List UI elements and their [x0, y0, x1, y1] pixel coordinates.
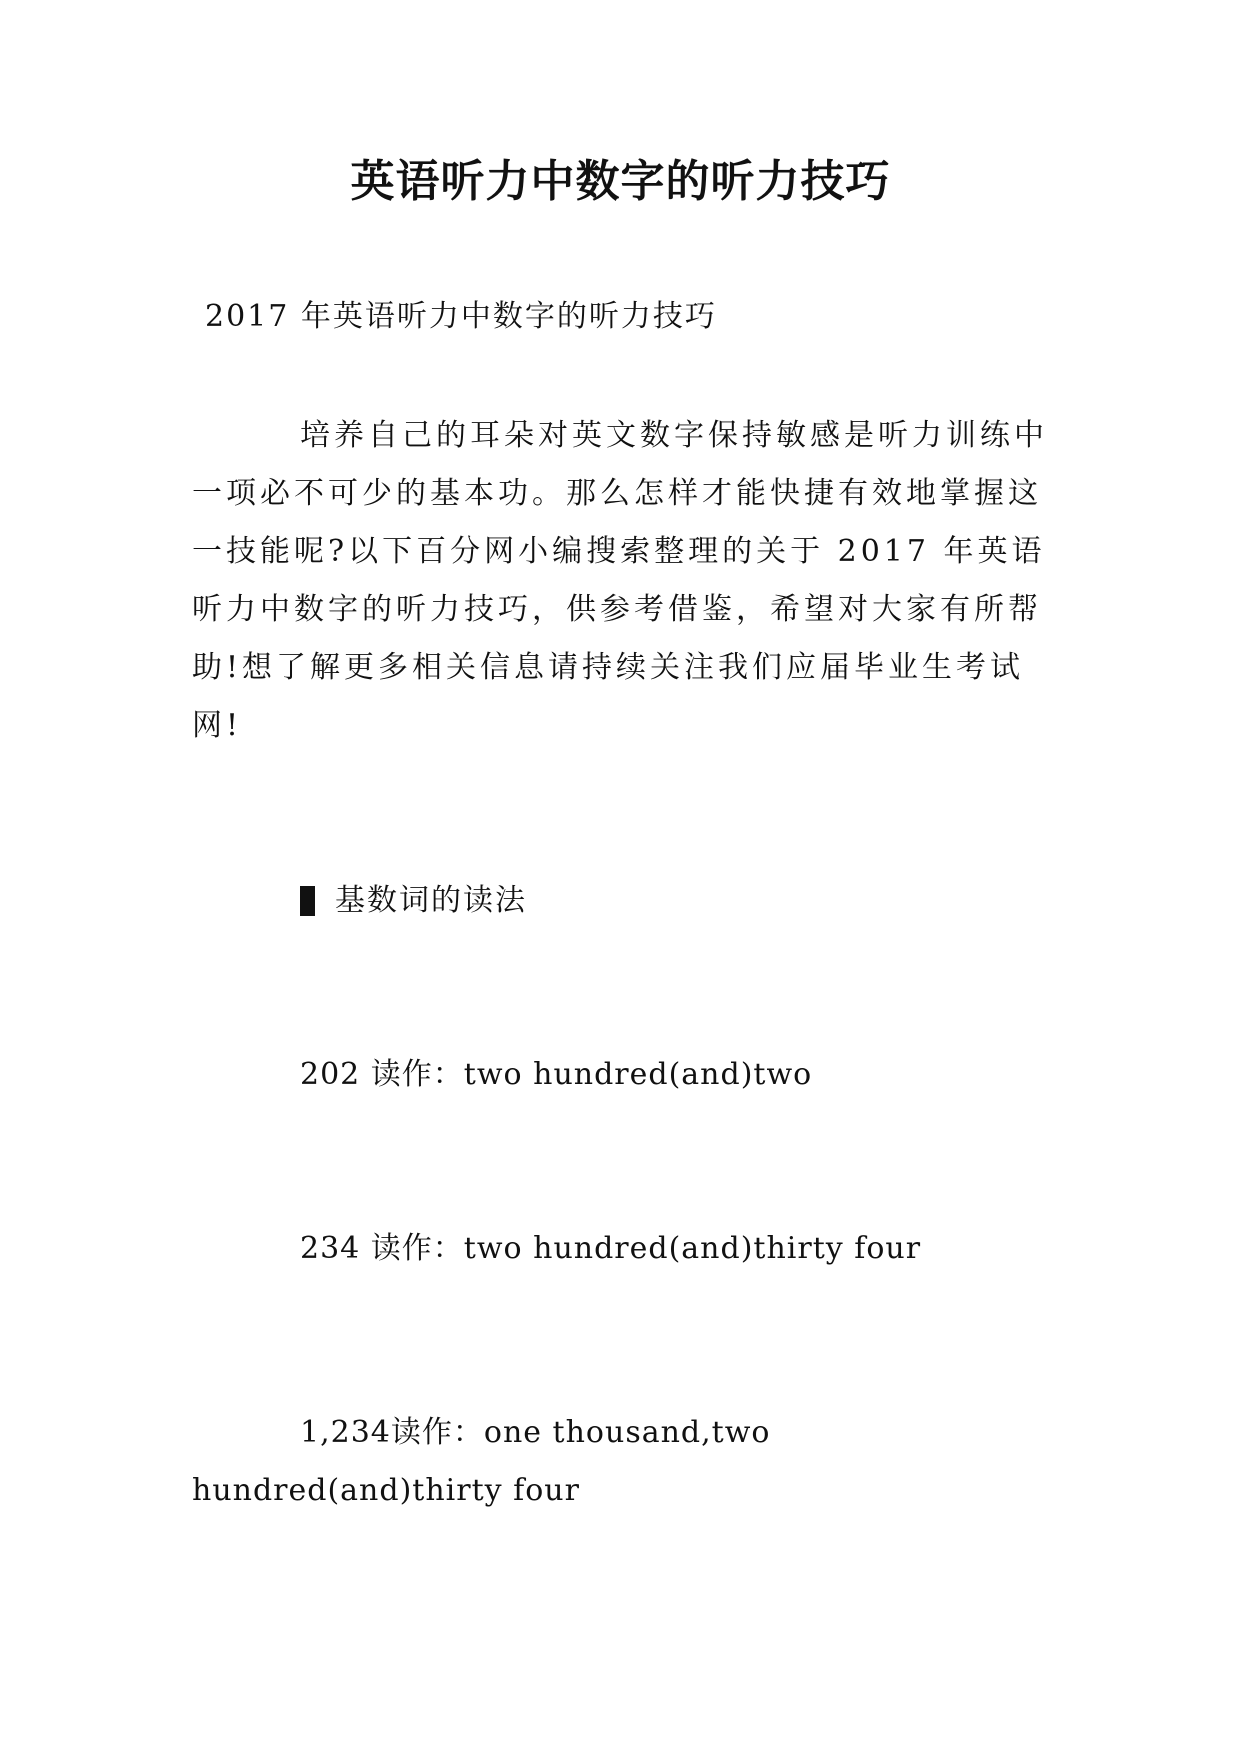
intro-paragraph: 培养自己的耳朵对英文数字保持敏感是听力训练中一项必不可少的基本功。那么怎样才能快捷有效地掌握这一技能呢?以下百分网小编搜索整理的关于 2017 年英语听力中数字的听力技巧，供参考借鉴，希望对大家有所帮助!想了解更多相关信息请持续关注我们应届毕业生考试网! — [192, 418, 1048, 743]
section-heading — [300, 880, 527, 922]
reading-line: 202 读作：two hundred(and)two — [300, 1057, 813, 1092]
bullet-block-icon — [300, 886, 315, 916]
document-title: 英语听力中数字的听力技巧 — [350, 156, 891, 207]
section-heading-label: 基数词的读法 — [335, 883, 527, 918]
reading-line: 1,234读作：one thousand,two hundred(and)thirty four — [192, 1415, 771, 1508]
document-subtitle: 2017 年英语听力中数字的听力技巧 — [205, 299, 717, 334]
reading-line: 234 读作：two hundred(and)thirty four — [300, 1231, 922, 1266]
